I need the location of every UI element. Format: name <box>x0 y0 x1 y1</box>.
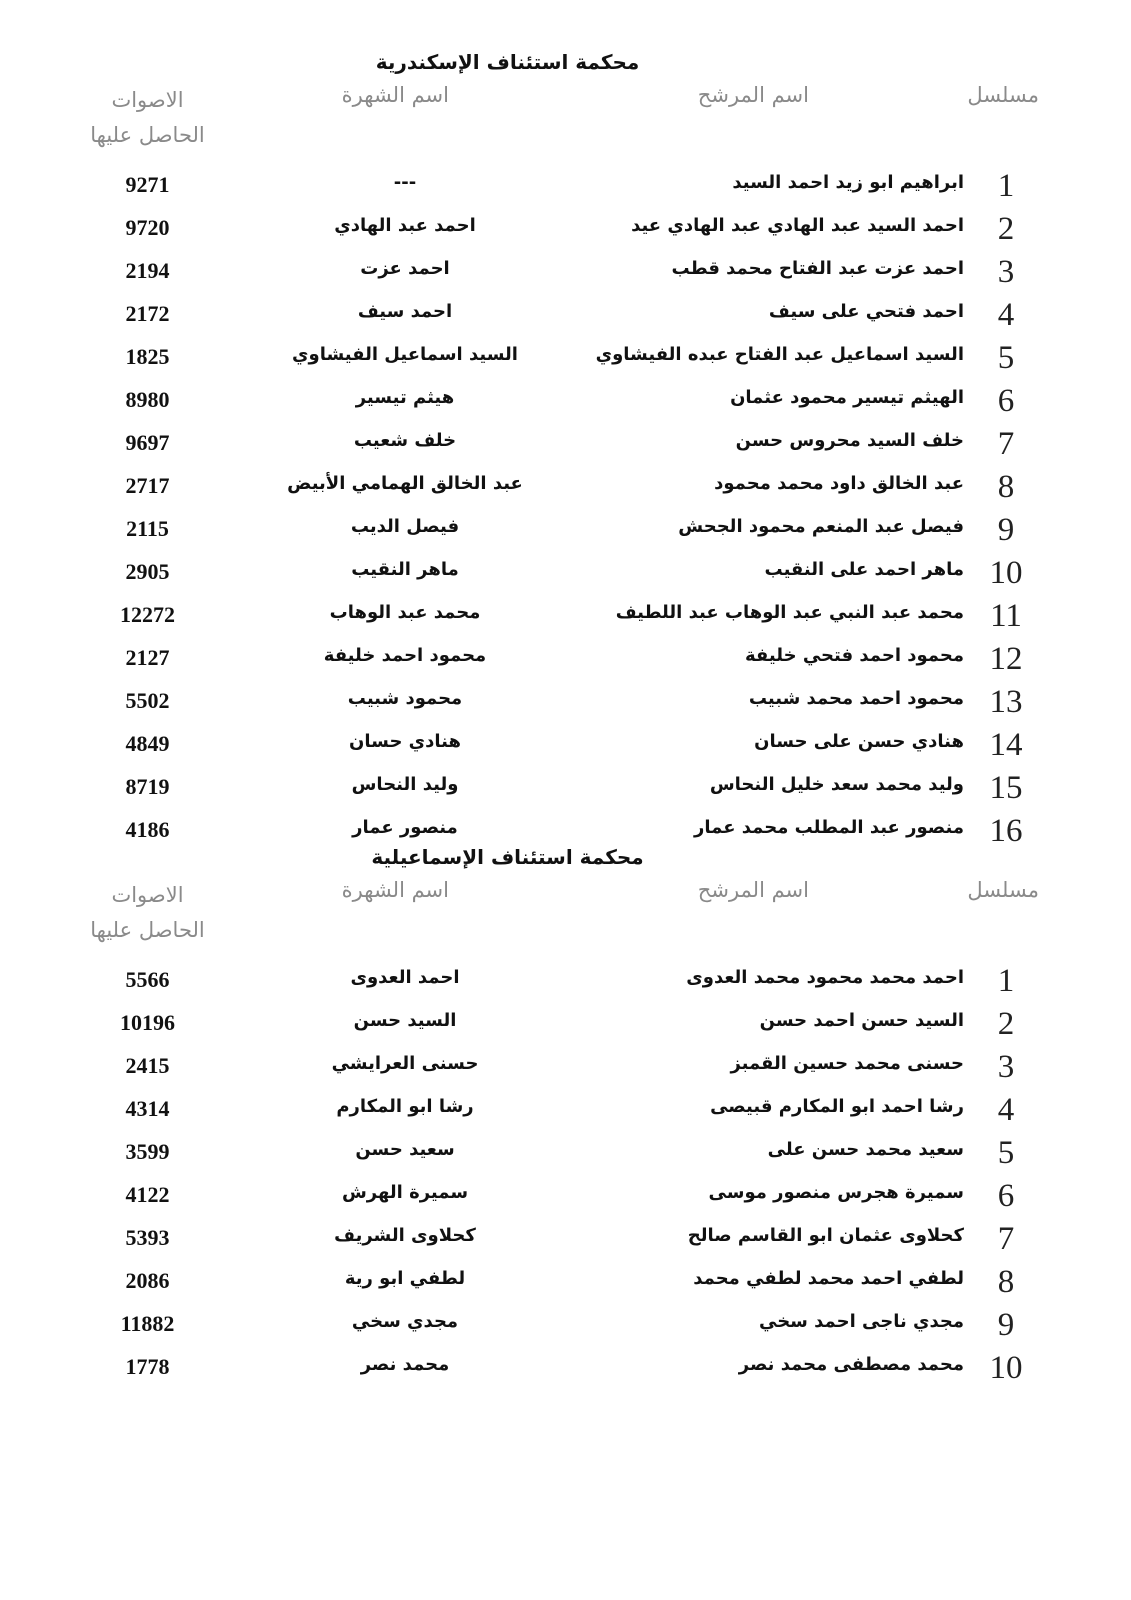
row-serial: 14 <box>989 727 1023 763</box>
candidate-known-as: فيصل الديب <box>350 516 460 537</box>
table-row <box>0 209 1131 252</box>
vote-count: 4849 <box>125 731 170 756</box>
table-row <box>0 596 1131 639</box>
vote-count: 2415 <box>125 1053 170 1078</box>
candidate-name: محمد مصطفى محمد نصر <box>738 1354 964 1375</box>
vote-count: 8719 <box>125 774 170 799</box>
row-serial: 8 <box>997 469 1015 505</box>
candidate-known-as: وليد النحاس <box>351 774 459 795</box>
table-row <box>0 338 1131 381</box>
candidate-known-as: ماهر النقيب <box>351 559 459 580</box>
candidate-name: احمد عزت عبد الفتاح محمد قطب <box>671 258 964 279</box>
candidate-name: ماهر احمد على النقيب <box>764 559 964 580</box>
table-row <box>0 1176 1131 1219</box>
candidate-name: السيد اسماعيل عبد الفتاح عبده الفيشاوي <box>595 344 964 365</box>
candidate-known-as: رشا ابو المكارم <box>336 1096 474 1117</box>
table-row <box>0 725 1131 768</box>
vote-count: 2086 <box>125 1268 170 1293</box>
candidate-name: الهيثم تيسير محمود عثمان <box>730 387 964 408</box>
table-row <box>0 381 1131 424</box>
table-row <box>0 1262 1131 1305</box>
candidate-known-as: احمد عزت <box>360 258 450 279</box>
column-header-candidate-name: اسم المرشح <box>697 83 809 107</box>
candidate-name: احمد فتحي على سيف <box>768 301 964 322</box>
vote-count: 9720 <box>125 215 170 240</box>
vote-count: 11882 <box>120 1311 175 1336</box>
row-serial: 10 <box>989 1350 1023 1386</box>
vote-count: 1825 <box>125 344 170 369</box>
vote-count: 4314 <box>125 1096 170 1121</box>
column-header-votes: الاصوات الحاصل عليها <box>90 883 205 942</box>
column-header-known-as: اسم الشهرة <box>341 83 449 107</box>
vote-count: 3599 <box>125 1139 170 1164</box>
candidate-name: كحلاوى عثمان ابو القاسم صالح <box>687 1225 964 1246</box>
vote-count: 10196 <box>120 1010 175 1035</box>
candidate-known-as: حسنى العرايشي <box>331 1053 479 1074</box>
table-row <box>0 1305 1131 1348</box>
candidate-name: لطفي احمد محمد لطفي محمد <box>693 1268 964 1289</box>
row-serial: 10 <box>989 555 1023 591</box>
table-row <box>0 1090 1131 1133</box>
candidate-name: محمود احمد فتحي خليفة <box>745 645 964 666</box>
row-serial: 15 <box>989 770 1023 806</box>
candidate-known-as: سعيد حسن <box>355 1139 455 1160</box>
table-row <box>0 166 1131 209</box>
candidate-known-as: هنادي حسان <box>349 731 461 752</box>
table-row <box>0 510 1131 553</box>
row-serial: 4 <box>997 297 1015 333</box>
candidate-known-as: محمد عبد الوهاب <box>329 602 481 623</box>
row-serial: 5 <box>997 340 1015 376</box>
candidate-known-as: --- <box>393 172 417 193</box>
table-row <box>0 1348 1131 1391</box>
row-serial: 6 <box>997 1178 1015 1214</box>
table-row <box>0 639 1131 682</box>
candidate-known-as: لطفي ابو رية <box>344 1268 466 1289</box>
candidate-name: منصور عبد المطلب محمد عمار <box>694 817 964 838</box>
candidate-known-as: محمود شبيب <box>347 688 463 709</box>
candidate-name: سميرة هجرس منصور موسى <box>708 1182 964 1203</box>
column-header-serial: مسلسل <box>967 83 1039 107</box>
candidate-name: احمد السيد عبد الهادي عبد الهادي عيد <box>631 215 964 236</box>
candidate-name: هنادي حسن على حسان <box>754 731 964 752</box>
candidate-name: عبد الخالق داود محمد محمود <box>714 473 964 494</box>
table-row <box>0 768 1131 811</box>
candidate-name: وليد محمد سعد خليل النحاس <box>709 774 964 795</box>
candidate-known-as: عبد الخالق الهمامي الأبيض <box>287 473 523 494</box>
candidate-name: مجدي ناجى احمد سخي <box>758 1311 964 1332</box>
row-serial: 4 <box>997 1092 1015 1128</box>
column-header-votes: الاصوات الحاصل عليها <box>90 88 205 147</box>
candidate-known-as: منصور عمار <box>352 817 458 838</box>
vote-count: 5393 <box>125 1225 170 1250</box>
vote-count: 2717 <box>125 473 170 498</box>
row-serial: 13 <box>989 684 1023 720</box>
candidate-known-as: احمد سيف <box>357 301 453 322</box>
column-header-serial: مسلسل <box>967 878 1039 902</box>
candidate-name: محمد عبد النبي عبد الوهاب عبد اللطيف <box>615 602 964 623</box>
row-serial: 3 <box>997 1049 1015 1085</box>
table-row <box>0 1004 1131 1047</box>
vote-count: 2905 <box>125 559 170 584</box>
vote-count: 1778 <box>125 1354 170 1379</box>
row-serial: 5 <box>997 1135 1015 1171</box>
row-serial: 1 <box>997 168 1015 204</box>
vote-count: 5502 <box>125 688 170 713</box>
candidate-name: حسنى محمد حسين القمبز <box>730 1053 964 1074</box>
candidate-known-as: كحلاوى الشريف <box>334 1225 476 1246</box>
row-serial: 9 <box>997 1307 1015 1343</box>
candidate-name: خلف السيد محروس حسن <box>735 430 964 451</box>
candidate-known-as: السيد حسن <box>353 1010 457 1031</box>
vote-count: 2172 <box>125 301 170 326</box>
table-row <box>0 467 1131 510</box>
candidate-name: رشا احمد ابو المكارم قبيصى <box>710 1096 964 1117</box>
table-row <box>0 252 1131 295</box>
table-row <box>0 1133 1131 1176</box>
section-title: محكمة استئناف الإسكندرية <box>375 50 640 74</box>
row-serial: 2 <box>997 211 1015 247</box>
vote-count: 9697 <box>125 430 170 455</box>
row-serial: 3 <box>997 254 1015 290</box>
vote-count: 2115 <box>126 516 169 541</box>
candidate-known-as: احمد العدوى <box>350 967 460 988</box>
candidate-known-as: خلف شعيب <box>353 430 457 451</box>
candidate-known-as: السيد اسماعيل الفيشاوي <box>292 344 518 365</box>
table-row <box>0 1219 1131 1262</box>
vote-count: 5566 <box>125 967 170 992</box>
row-serial: 11 <box>990 598 1022 634</box>
vote-count: 12272 <box>120 602 175 627</box>
table-row <box>0 424 1131 467</box>
candidate-known-as: هيثم تيسير <box>355 387 455 408</box>
candidate-name: السيد حسن احمد حسن <box>759 1010 964 1031</box>
vote-count: 2194 <box>125 258 170 283</box>
candidate-known-as: سميرة الهرش <box>341 1182 469 1203</box>
candidate-known-as: محمد نصر <box>360 1354 450 1375</box>
row-serial: 12 <box>989 641 1023 677</box>
row-serial: 2 <box>997 1006 1015 1042</box>
row-serial: 6 <box>997 383 1015 419</box>
candidate-known-as: مجدي سخي <box>351 1311 459 1332</box>
table-row <box>0 553 1131 596</box>
candidate-name: فيصل عبد المنعم محمود الجحش <box>678 516 964 537</box>
row-serial: 9 <box>997 512 1015 548</box>
row-serial: 8 <box>997 1264 1015 1300</box>
candidate-known-as: احمد عبد الهادي <box>334 215 476 236</box>
candidate-known-as: محمود احمد خليفة <box>323 645 487 666</box>
candidate-name: احمد محمد محمود محمد العدوى <box>686 967 964 988</box>
table-row <box>0 961 1131 1004</box>
vote-count: 2127 <box>125 645 170 670</box>
row-serial: 7 <box>997 426 1015 462</box>
vote-count: 9271 <box>125 172 170 197</box>
column-header-known-as: اسم الشهرة <box>341 878 449 902</box>
vote-count: 8980 <box>125 387 170 412</box>
table-row <box>0 1047 1131 1090</box>
candidate-name: ابراهيم ابو زيد احمد السيد <box>732 172 964 193</box>
column-header-candidate-name: اسم المرشح <box>697 878 809 902</box>
vote-count: 4186 <box>125 817 170 842</box>
row-serial: 7 <box>997 1221 1015 1257</box>
table-row <box>0 682 1131 725</box>
candidate-name: محمود احمد محمد شبيب <box>748 688 964 709</box>
row-serial: 1 <box>997 963 1015 999</box>
section-title: محكمة استئناف الإسماعيلية <box>371 845 644 869</box>
vote-count: 4122 <box>125 1182 170 1207</box>
candidate-name: سعيد محمد حسن على <box>767 1139 964 1160</box>
row-serial: 16 <box>989 813 1023 849</box>
table-row <box>0 295 1131 338</box>
